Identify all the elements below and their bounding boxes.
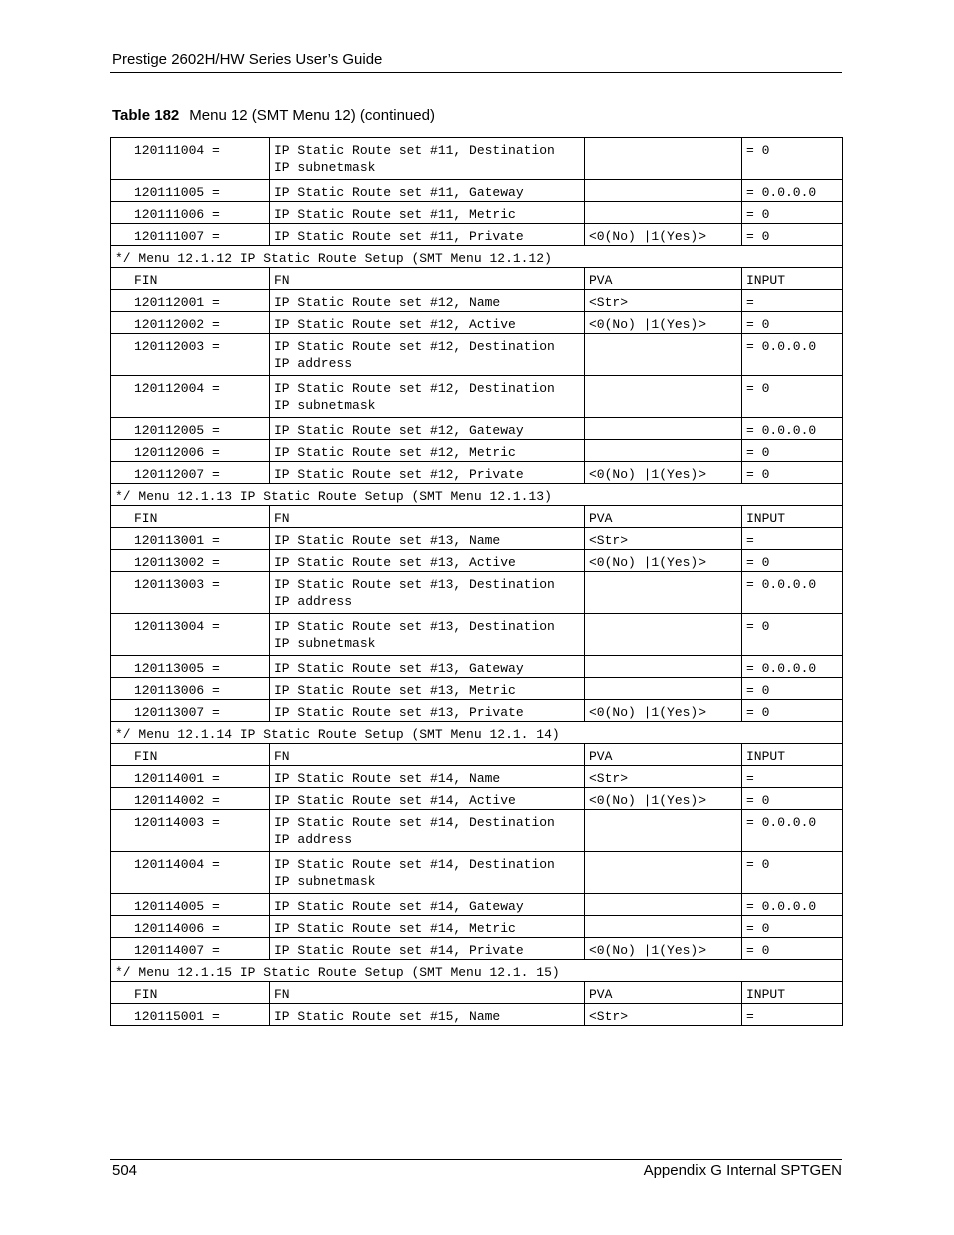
- table-row: [111, 462, 843, 484]
- section-header-cell: */ Menu 12.1.13 IP Static Route Setup (SMT Menu 12.1.13): [111, 484, 843, 506]
- cell-pva: <0(No) |1(Yes)>: [585, 550, 742, 572]
- header-cell-fin: FIN: [111, 982, 270, 1004]
- header-cell-pva: PVA: [585, 982, 742, 1004]
- cell-fin: 120113007 =: [111, 700, 270, 722]
- table-row: [111, 550, 843, 572]
- section-header-cell: */ Menu 12.1.12 IP Static Route Setup (SMT Menu 12.1.12): [111, 246, 843, 268]
- cell-fin: 120112005 =: [111, 418, 270, 440]
- header-cell-input: INPUT: [742, 268, 843, 290]
- cell-pva: <0(No) |1(Yes)>: [585, 938, 742, 960]
- cell-fin: 120114006 =: [111, 916, 270, 938]
- cell-input: = 0: [742, 138, 843, 180]
- cell-fn: IP Static Route set #11, Gateway: [270, 180, 585, 202]
- cell-pva: [585, 440, 742, 462]
- cell-fin: 120111007 =: [111, 224, 270, 246]
- cell-input: = 0: [742, 852, 843, 894]
- cell-pva: [585, 894, 742, 916]
- cell-pva: <Str>: [585, 290, 742, 312]
- cell-fin: 120111004 =: [111, 138, 270, 180]
- cell-pva: [585, 614, 742, 656]
- cell-fin: 120114002 =: [111, 788, 270, 810]
- cell-pva: [585, 678, 742, 700]
- table-caption-text: Menu 12 (SMT Menu 12) (continued): [189, 107, 435, 124]
- header-cell-fn: FN: [270, 268, 585, 290]
- header-cell-fin: FIN: [111, 506, 270, 528]
- header-cell-fin: FIN: [111, 268, 270, 290]
- table-caption: [112, 107, 435, 124]
- cell-input: = 0.0.0.0: [742, 656, 843, 678]
- table-row: [111, 440, 843, 462]
- table-row: [111, 138, 843, 180]
- cell-fn: IP Static Route set #12, Destination IP subnetmask: [270, 376, 585, 418]
- cell-fn: IP Static Route set #15, Name: [270, 1004, 585, 1026]
- cell-pva: <0(No) |1(Yes)>: [585, 312, 742, 334]
- table-row: [111, 418, 843, 440]
- cell-pva: [585, 202, 742, 224]
- cell-fn: IP Static Route set #13, Destination IP subnetmask: [270, 614, 585, 656]
- cell-fn: IP Static Route set #12, Gateway: [270, 418, 585, 440]
- cell-fin: 120112002 =: [111, 312, 270, 334]
- cell-input: = 0: [742, 376, 843, 418]
- cell-fn: IP Static Route set #13, Private: [270, 700, 585, 722]
- cell-fn: IP Static Route set #14, Private: [270, 938, 585, 960]
- cell-fn: IP Static Route set #11, Metric: [270, 202, 585, 224]
- cell-fin: 120111005 =: [111, 180, 270, 202]
- section-header-row: [111, 960, 843, 982]
- cell-fin: 120112007 =: [111, 462, 270, 484]
- cell-pva: <0(No) |1(Yes)>: [585, 788, 742, 810]
- table-row: [111, 614, 843, 656]
- page-header-title: Prestige 2602H/HW Series User’s Guide: [112, 51, 383, 68]
- header-cell-pva: PVA: [585, 268, 742, 290]
- cell-input: = 0: [742, 224, 843, 246]
- header-cell-fn: FN: [270, 506, 585, 528]
- table-row: [111, 202, 843, 224]
- header-cell-input: INPUT: [742, 506, 843, 528]
- cell-pva: [585, 418, 742, 440]
- cell-fn: IP Static Route set #12, Name: [270, 290, 585, 312]
- cell-fin: 120111006 =: [111, 202, 270, 224]
- cell-pva: [585, 376, 742, 418]
- page-number: 504: [112, 1162, 138, 1179]
- cell-pva: [585, 334, 742, 376]
- column-header-row: [111, 268, 843, 290]
- cell-input: = 0: [742, 938, 843, 960]
- smt-table-body: [111, 138, 843, 1026]
- cell-fn: IP Static Route set #12, Metric: [270, 440, 585, 462]
- header-cell-fn: FN: [270, 982, 585, 1004]
- header-cell-input: INPUT: [742, 982, 843, 1004]
- cell-fin: 120115001 =: [111, 1004, 270, 1026]
- cell-input: = 0: [742, 788, 843, 810]
- cell-pva: <0(No) |1(Yes)>: [585, 462, 742, 484]
- cell-pva: [585, 916, 742, 938]
- cell-fin: 120114001 =: [111, 766, 270, 788]
- cell-pva: [585, 180, 742, 202]
- header-divider: [110, 72, 842, 73]
- cell-input: = 0.0.0.0: [742, 894, 843, 916]
- cell-input: = 0: [742, 550, 843, 572]
- cell-fin: 120112004 =: [111, 376, 270, 418]
- table-row: [111, 224, 843, 246]
- cell-input: = 0.0.0.0: [742, 418, 843, 440]
- cell-input: = 0.0.0.0: [742, 572, 843, 614]
- cell-input: = 0: [742, 440, 843, 462]
- table-row: [111, 678, 843, 700]
- cell-input: = 0: [742, 916, 843, 938]
- section-header-cell: */ Menu 12.1.14 IP Static Route Setup (SMT Menu 12.1. 14): [111, 722, 843, 744]
- cell-fn: IP Static Route set #14, Destination IP address: [270, 810, 585, 852]
- cell-input: = 0: [742, 312, 843, 334]
- cell-fin: 120113003 =: [111, 572, 270, 614]
- table-caption-label: Table 182: [112, 107, 180, 124]
- cell-pva: <Str>: [585, 528, 742, 550]
- cell-fn: IP Static Route set #14, Destination IP subnetmask: [270, 852, 585, 894]
- cell-pva: <Str>: [585, 1004, 742, 1026]
- cell-pva: <Str>: [585, 766, 742, 788]
- cell-fn: IP Static Route set #14, Name: [270, 766, 585, 788]
- cell-input: = 0: [742, 700, 843, 722]
- section-header-row: [111, 722, 843, 744]
- cell-pva: [585, 138, 742, 180]
- header-cell-fn: FN: [270, 744, 585, 766]
- cell-fn: IP Static Route set #13, Gateway: [270, 656, 585, 678]
- cell-fin: 120114003 =: [111, 810, 270, 852]
- cell-fn: IP Static Route set #11, Private: [270, 224, 585, 246]
- cell-fin: 120114005 =: [111, 894, 270, 916]
- footer-section-title: Appendix G Internal SPTGEN: [643, 1162, 842, 1179]
- cell-input: = 0: [742, 202, 843, 224]
- footer-divider: [110, 1159, 842, 1160]
- cell-pva: [585, 572, 742, 614]
- cell-fin: 120113006 =: [111, 678, 270, 700]
- table-row: [111, 376, 843, 418]
- cell-fin: 120114007 =: [111, 938, 270, 960]
- table-row: [111, 528, 843, 550]
- table-row: [111, 852, 843, 894]
- cell-input: =: [742, 1004, 843, 1026]
- section-header-row: [111, 484, 843, 506]
- table-row: [111, 916, 843, 938]
- cell-fin: 120113004 =: [111, 614, 270, 656]
- table-row: [111, 312, 843, 334]
- section-header-row: [111, 246, 843, 268]
- table-row: [111, 572, 843, 614]
- cell-fin: 120114004 =: [111, 852, 270, 894]
- cell-fin: 120113002 =: [111, 550, 270, 572]
- cell-input: =: [742, 290, 843, 312]
- cell-input: = 0: [742, 462, 843, 484]
- cell-fn: IP Static Route set #13, Metric: [270, 678, 585, 700]
- table-row: [111, 656, 843, 678]
- section-header-cell: */ Menu 12.1.15 IP Static Route Setup (SMT Menu 12.1. 15): [111, 960, 843, 982]
- table-row: [111, 180, 843, 202]
- cell-fin: 120112006 =: [111, 440, 270, 462]
- header-cell-pva: PVA: [585, 744, 742, 766]
- cell-fn: IP Static Route set #11, Destination IP subnetmask: [270, 138, 585, 180]
- cell-input: = 0.0.0.0: [742, 180, 843, 202]
- cell-input: = 0.0.0.0: [742, 334, 843, 376]
- cell-pva: [585, 852, 742, 894]
- header-cell-fin: FIN: [111, 744, 270, 766]
- table-row: [111, 1004, 843, 1026]
- table-row: [111, 788, 843, 810]
- cell-fn: IP Static Route set #14, Gateway: [270, 894, 585, 916]
- cell-fn: IP Static Route set #13, Active: [270, 550, 585, 572]
- table-row: [111, 938, 843, 960]
- header-cell-input: INPUT: [742, 744, 843, 766]
- cell-pva: [585, 810, 742, 852]
- smt-menu-table: [110, 137, 843, 1026]
- cell-input: =: [742, 528, 843, 550]
- cell-fn: IP Static Route set #12, Private: [270, 462, 585, 484]
- cell-fn: IP Static Route set #12, Destination IP address: [270, 334, 585, 376]
- column-header-row: [111, 506, 843, 528]
- cell-pva: [585, 656, 742, 678]
- cell-fin: 120112001 =: [111, 290, 270, 312]
- cell-fn: IP Static Route set #14, Metric: [270, 916, 585, 938]
- table-row: [111, 810, 843, 852]
- cell-fin: 120113001 =: [111, 528, 270, 550]
- cell-fin: 120113005 =: [111, 656, 270, 678]
- cell-input: = 0.0.0.0: [742, 810, 843, 852]
- cell-input: = 0: [742, 678, 843, 700]
- column-header-row: [111, 744, 843, 766]
- column-header-row: [111, 982, 843, 1004]
- cell-fn: IP Static Route set #13, Destination IP address: [270, 572, 585, 614]
- table-row: [111, 894, 843, 916]
- cell-input: = 0: [742, 614, 843, 656]
- cell-fin: 120112003 =: [111, 334, 270, 376]
- cell-pva: <0(No) |1(Yes)>: [585, 700, 742, 722]
- table-row: [111, 334, 843, 376]
- cell-fn: IP Static Route set #14, Active: [270, 788, 585, 810]
- table-row: [111, 290, 843, 312]
- cell-fn: IP Static Route set #13, Name: [270, 528, 585, 550]
- table-row: [111, 700, 843, 722]
- cell-input: =: [742, 766, 843, 788]
- cell-fn: IP Static Route set #12, Active: [270, 312, 585, 334]
- header-cell-pva: PVA: [585, 506, 742, 528]
- table-row: [111, 766, 843, 788]
- cell-pva: <0(No) |1(Yes)>: [585, 224, 742, 246]
